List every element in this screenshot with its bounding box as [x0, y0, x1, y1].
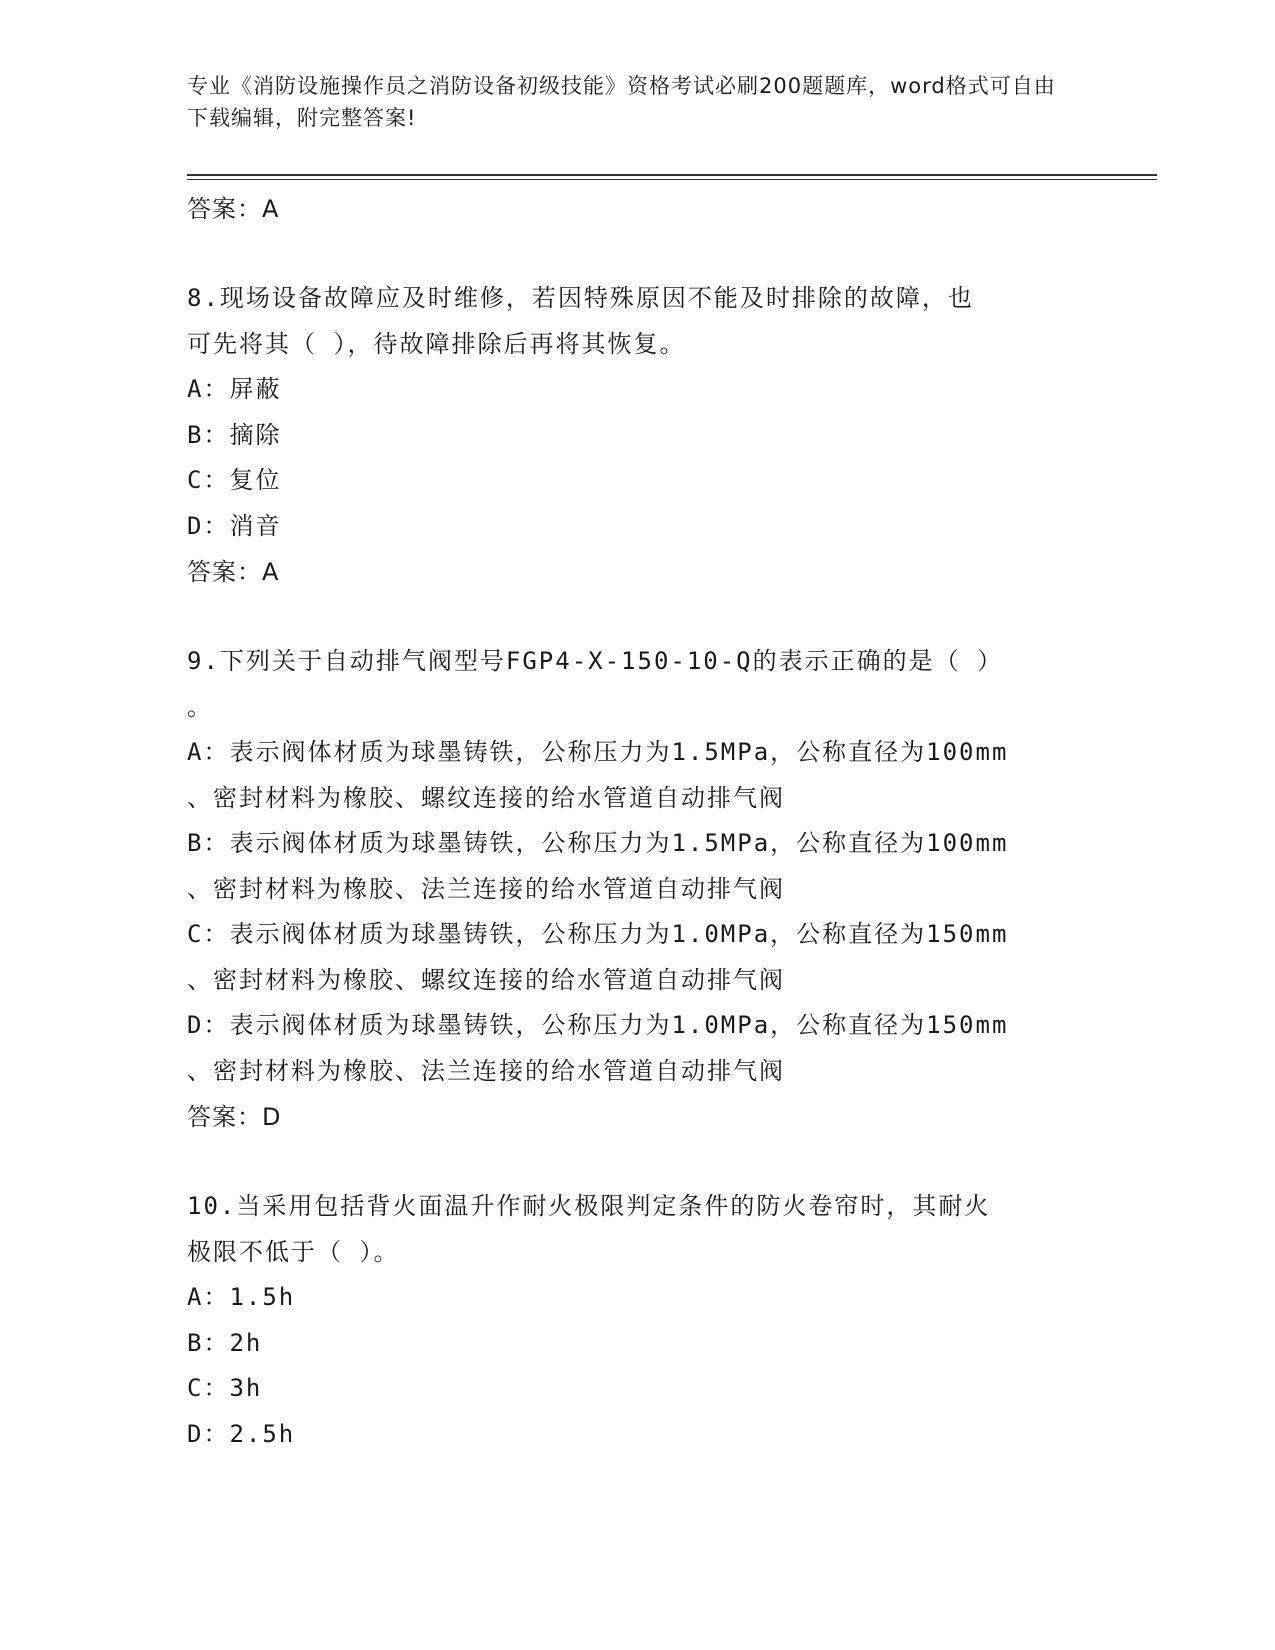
option-a: A：屏蔽 — [187, 375, 282, 403]
option-d: D：表示阀体材质为球墨铸铁，公称压力为1.0MPa，公称直径为150mm — [187, 1011, 1009, 1039]
question-stem: 极限不低于（ ）。 — [187, 1237, 400, 1266]
option-b-cont: 、密封材料为橡胶、法兰连接的给水管道自动排气阀 — [187, 874, 785, 903]
question-stem: 10.当采用包括背火面温升作耐火极限判定条件的防火卷帘时，其耐火 — [187, 1192, 991, 1220]
option-a: A：1.5h — [187, 1283, 296, 1311]
option-a-cont: 、密封材料为橡胶、螺纹连接的给水管道自动排气阀 — [187, 783, 785, 812]
option-d: D：2.5h — [187, 1419, 296, 1448]
question-stem: 。 — [187, 692, 213, 721]
option-c-cont: 、密封材料为橡胶、螺纹连接的给水管道自动排气阀 — [187, 965, 785, 994]
question-stem: 8.现场设备故障应及时维修，若因特殊原因不能及时排除的故障，也 — [187, 284, 974, 312]
answer-q9: 答案：D — [187, 1103, 282, 1131]
option-c: C：复位 — [187, 466, 282, 494]
option-d: D：消音 — [187, 511, 282, 540]
question-9 — [187, 639, 1157, 1140]
option-d-cont: 、密封材料为橡胶、法兰连接的给水管道自动排气阀 — [187, 1056, 785, 1085]
option-a: A：表示阀体材质为球墨铸铁，公称压力为1.5MPa，公称直径为100mm — [187, 738, 1009, 766]
option-c: C：表示阀体材质为球墨铸铁，公称压力为1.0MPa，公称直径为150mm — [187, 920, 1009, 948]
question-stem: 9.下列关于自动排气阀型号FGP4-X-150-10-Q的表示正确的是（ ） — [187, 647, 1004, 675]
answer-q8: 答案：A — [187, 558, 280, 586]
answer-q7: 答案：A — [187, 195, 280, 223]
document-page — [187, 70, 1157, 1457]
document-header: 专业《消防设施操作员之消防设备初级技能》资格考试必刷200题题库，word格式可自由下载编辑，附完整答案! — [187, 74, 1056, 130]
option-b: B：摘除 — [187, 420, 282, 449]
question-stem: 可先将其（ ），待故障排除后再将其恢复。 — [187, 329, 686, 358]
option-b: B：2h — [187, 1328, 263, 1357]
option-c: C：3h — [187, 1374, 263, 1402]
question-10 — [187, 1184, 1157, 1457]
header-divider — [187, 174, 1157, 180]
question-8 — [187, 276, 1157, 595]
option-b: B：表示阀体材质为球墨铸铁，公称压力为1.5MPa，公称直径为100mm — [187, 829, 1009, 857]
